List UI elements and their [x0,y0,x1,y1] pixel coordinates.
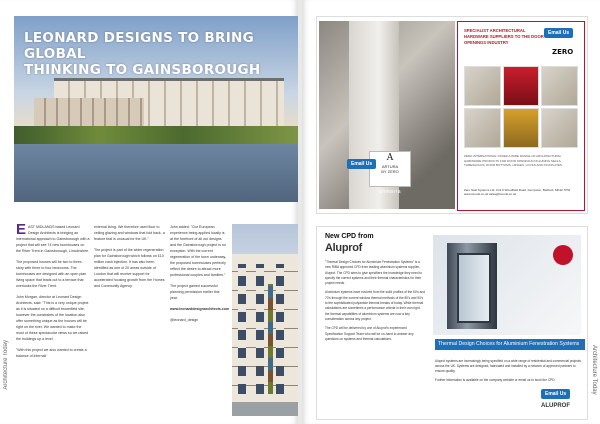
article-column-3 [170,224,228,328]
website-link[interactable]: www.leonarddesignarchitects.com [170,307,230,311]
window-glazing [457,253,491,323]
right-folio: Architecture Today [591,345,597,395]
product-image [503,66,540,106]
zero-blurb: ZERO INTERNATIONAL OFFER A WIDE RANGE OF ARCHITECTURAL HARDWARE PRODUCTS FOR DOOR OPENINGS INCLUDING SEALS, THRESHOLDS, DOOR BOTTOMS, HINGES, LOCKS AND KICKPLATES. [464,154,563,168]
product-image [503,108,540,148]
zero-headline: SPECIALIST ARCHITECTURAL HARDWARE SUPPLIERS TO THE DOOR OPENINGS INDUSTRY [464,28,544,45]
email-us-button[interactable]: Email Us [541,389,570,399]
artura-name: ARTURA [381,164,399,169]
left-page [0,0,298,424]
article-column-1 [16,221,90,364]
artura-door-photo [319,21,455,209]
zero-contact: Zero Seal Systems Ltd, Unit 6 Woodfield Road, Kempston, Bedford, MK42 7PW www.zerouk.co.uk sales@zerouk.co.uk [464,188,571,197]
window-frame-photo [433,235,581,335]
headline-line-2: THINKING TO GAINSBOROUGH [24,62,261,78]
product-image [541,108,578,148]
email-us-button[interactable]: Email Us [347,159,376,169]
window-column [276,264,284,394]
window-column [256,264,264,394]
artura-sub: BY ZERO [381,169,399,174]
product-image [541,66,578,106]
product-grid [464,66,578,148]
article-headline [24,30,298,78]
zero-logo: ZERO [552,48,574,56]
artura-badge [369,151,411,187]
drop-cap: E [16,221,27,238]
zero-advert [457,21,585,211]
paragraph: John Morgan, director at Leonard Design Architects, said: "This is a very unique project as it is situated on a difficult brownfield site, however the constraints of the location also offer something unique as the houses will be right on the river. We wanted to make the most of these spectacular views so we raised the buildings up a level. [16,295,89,341]
paragraph: Further information is available on the company website or email us to book the CPD. [435,378,556,382]
cpd-title: New CPD from [325,233,374,240]
paragraph: The CPD will be delivered by one of Aluprof's experienced Specification Support Team who will be on-hand to answer any questions on systems and thermal calculations. [325,326,414,341]
paragraph: The proposed houses will be two to three-story with three to four bedrooms. The townhouses are designed with an open plan living space that leads out to a terrace that overlooks the River Trent. [16,260,87,288]
paragraph: John added: "Our European experience being applied locally is at the forefront of all our designs and the Gainsborough project is no exception. With the current regeneration of the town underway, the proposed townhouses perfectly reflect the desire to attract more professional couples and families." [170,225,227,277]
paragraph: external living. We therefore used floor to ceiling glazing and windows that fold back, a feature that is unusual for the UK." [94,225,165,241]
paragraph: Aluprof systems are increasingly being specified on a wide range of residential and commercial projects across the UK. Systems are designed, fabricated and installed by a network of approved partners to ensure quality. [435,359,581,373]
award-seal-icon [553,245,573,265]
cpd-caption: Thermal Design Choices for Aluminium Fenestration Systems [435,339,585,350]
paragraph: "Thermal Design Choices for Aluminium Fenestration Systems" is a new RIBA approved CPD from leading aluminium systems supplier, Aluprof. The CPD aims to give specifiers the knowledge they need to specify the correct systems and their thermal characteristics for their project needs. [325,260,423,286]
aluprof-logo: Aluprof [325,242,363,254]
cpd-right-body [435,359,581,387]
paragraph: EAST MIDLANDS based Leonard Design Architects is bringing an international approach to Gainsborough with a project that will see 74 new townhouses on the River Trent in Gainsborough, Lincolnshire. [16,221,90,253]
email-us-button[interactable]: Email Us [544,28,573,38]
paragraph: "With this project we also wanted to create a balance of internal/ [16,348,87,358]
product-image [464,66,501,106]
hardware-advert [316,16,588,214]
artura-logo-icon: A [386,153,394,163]
street [232,402,298,416]
paragraph: Aluminium systems have evolved from the solid profiles of the 60's and 70's through the current window thermal methods of the 80's and 90's to the sophisticated polyamide thermal breaks of today. While thermal calculations are sometimes a performance criteria in their own right, the thermal capabilities of aluminium systems are now a key consideration across any project. [325,290,426,321]
paragraph: The project is part of the wider regeneration plan for Gainsborough which follows on £10 million cash injection. It has also been identified as one of 20 areas outside of London that will receive support for accelerated housing growth from the Homes and Community Agency. [94,248,165,288]
paragraph: The project gained successful planning permission earlier this year. [170,284,220,300]
ahmarra-brand: ahmarra [378,189,402,195]
social-handle[interactable]: @leonard_design [170,318,199,322]
cpd-body [325,260,425,346]
hero-photo [14,16,298,202]
left-folio: Architecture Today [3,340,9,390]
window-column [238,264,246,394]
article-column-2 [94,224,166,294]
right-page [302,0,600,424]
townhouse-photo [232,224,298,416]
river [14,144,298,202]
product-image [464,108,501,148]
coloured-panels [268,284,273,394]
aluprof-advert [316,226,588,420]
headline-line-1: LEONARD DESIGNS TO BRING GLOBAL [24,30,254,62]
aluprof-footer-logo: ALUPROF [541,403,570,409]
